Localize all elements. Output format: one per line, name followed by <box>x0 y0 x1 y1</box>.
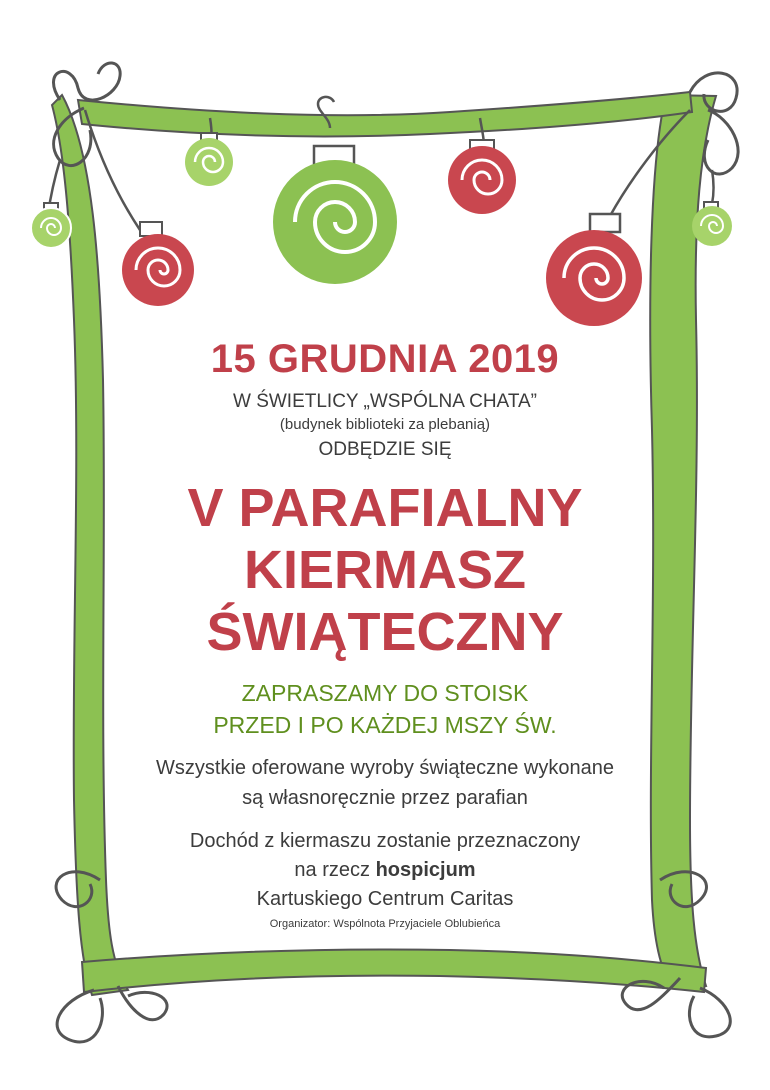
income-line: Dochód z kiermaszu zostanie przeznaczony <box>189 830 581 852</box>
invitation-line: PRZED I PO KAŻDEJ MSZY ŚW. <box>213 712 557 738</box>
event-title-line: ŚWIĄTECZNY <box>206 602 564 662</box>
event-date: 15 GRUDNIA 2019 <box>210 337 560 381</box>
income-line: Kartuskiego Centrum Caritas <box>256 888 514 910</box>
will-be-held: ODBĘDZIE SIĘ <box>318 439 452 460</box>
handmade-line: Wszystkie oferowane wyroby świąteczne wykonane <box>156 757 614 779</box>
ornament-icon <box>31 133 732 326</box>
event-title <box>110 477 660 663</box>
event-title-line: KIERMASZ <box>244 540 526 600</box>
poster-content <box>110 335 660 932</box>
handmade-line: są własnoręcznie przez parafian <box>242 787 528 809</box>
handmade-note <box>110 753 660 813</box>
invitation <box>110 677 660 741</box>
event-title-line: V PARAFIALNY <box>187 478 583 538</box>
event-venue: W ŚWIETLICY „WSPÓLNA CHATA” <box>232 391 538 412</box>
income-prefix: na rzecz <box>294 859 376 881</box>
venue-note: (budynek biblioteki za plebanią) <box>279 416 491 433</box>
invitation-line: ZAPRASZAMY DO STOISK <box>241 680 529 706</box>
income-note <box>110 827 660 914</box>
organizer: Organizator: Wspólnota Przyjaciele Oblubieńca <box>269 918 501 930</box>
income-line <box>110 856 660 885</box>
hospice-highlight: hospicjum <box>375 859 476 881</box>
